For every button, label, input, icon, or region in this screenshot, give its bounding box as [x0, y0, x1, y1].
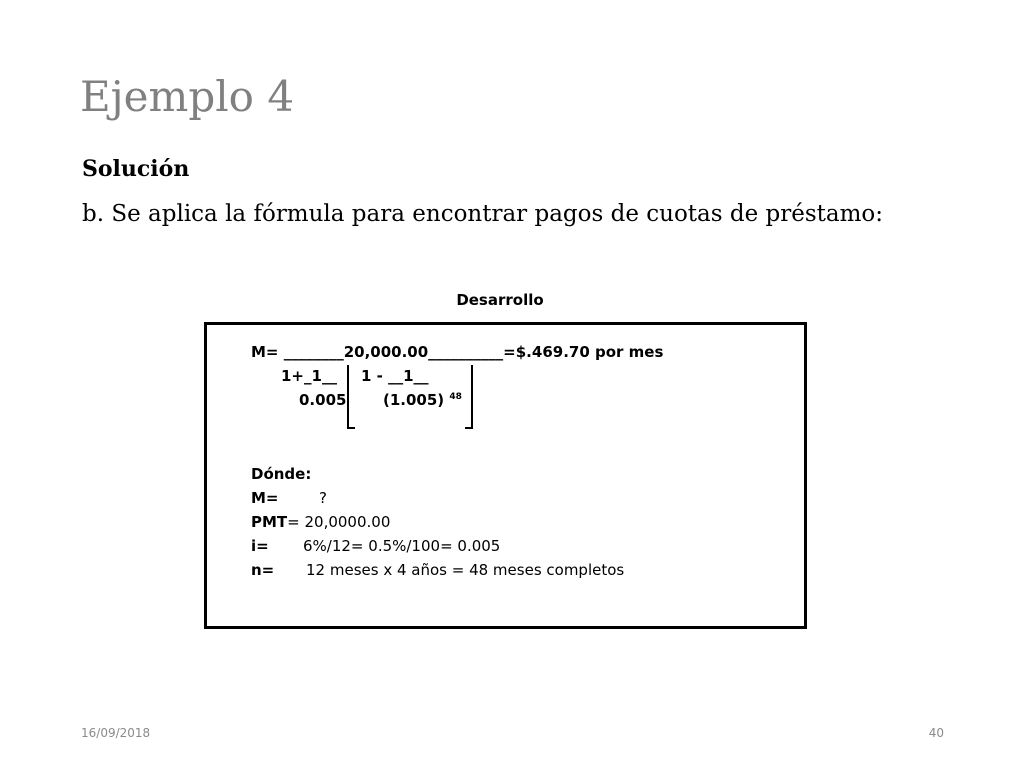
footer-date: 16/09/2018 [81, 726, 151, 740]
formula-line-1: M= ________20,000.00__________=$.469.70 por mes [251, 343, 664, 361]
page-number: 40 [928, 726, 944, 740]
where-row-pmt [251, 513, 390, 531]
where-value-i: 6%/12= 0.5%/100= 0.005 [303, 537, 501, 555]
section-heading: Solución [82, 156, 190, 182]
where-heading: Dónde: [251, 465, 312, 483]
formula-bracket-term: 1 - __1__ [361, 367, 429, 385]
figure-caption: Desarrollo [456, 291, 544, 309]
bracket-right [465, 365, 473, 429]
bracket-left [347, 365, 355, 429]
body-paragraph: b. Se aplica la fórmula para encontrar pagos de cuotas de préstamo: [82, 201, 884, 227]
where-label-i: i= [251, 537, 269, 555]
formula-rate: 0.005 [299, 391, 347, 409]
formula-power-term [383, 391, 462, 412]
where-label-n: n= [251, 561, 275, 579]
where-value-pmt: = 20,0000.00 [287, 513, 391, 531]
formula-figure [204, 322, 807, 629]
formula-base: (1.005) [383, 391, 445, 409]
where-label-m: M= [251, 489, 279, 507]
where-label-pmt: PMT [251, 513, 288, 531]
where-value-m: ? [319, 489, 327, 507]
slide-title: Ejemplo 4 [80, 72, 295, 121]
formula-numerator-term: 1+_1__ [281, 367, 337, 385]
formula-exponent: 48 [449, 392, 462, 402]
where-value-n: 12 meses x 4 años = 48 meses completos [306, 561, 625, 579]
